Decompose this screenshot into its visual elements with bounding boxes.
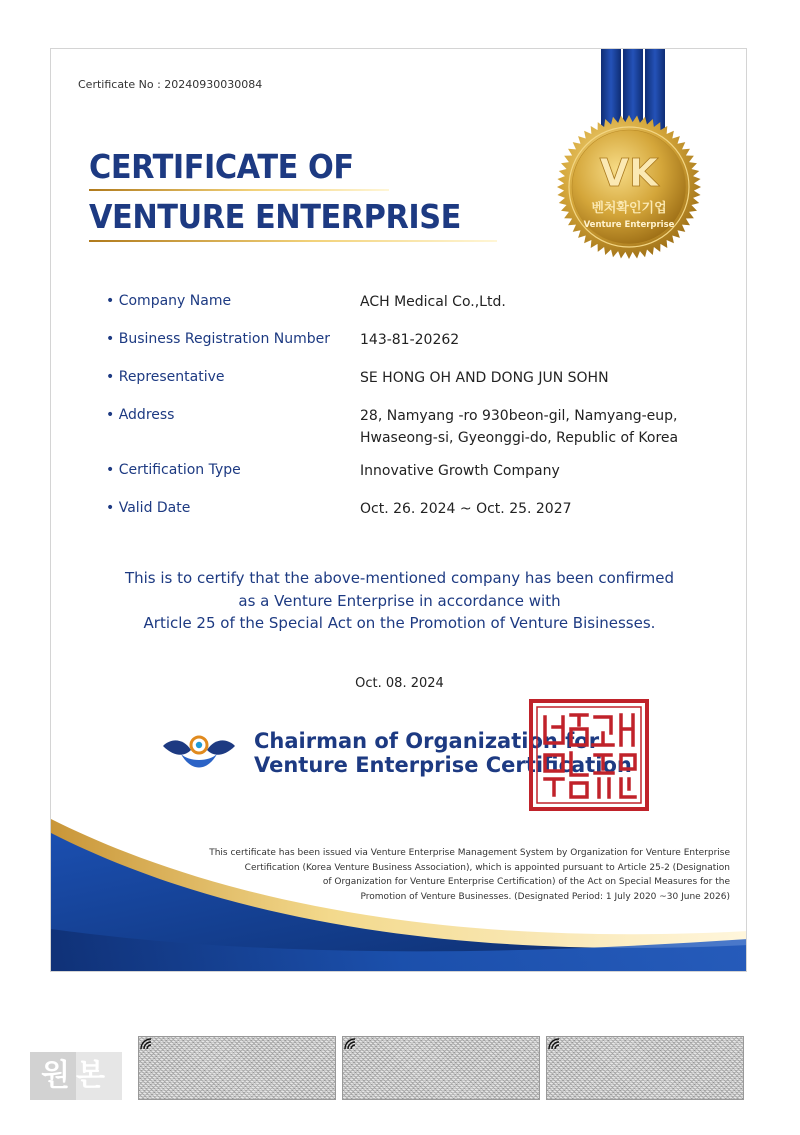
field-value: SE HONG OH AND DONG JUN SOHN xyxy=(360,370,609,386)
field-value: Innovative Growth Company xyxy=(360,463,560,479)
certificate-number: Certificate No : 20240930030084 xyxy=(78,78,263,91)
venture-enterprise-seal-icon xyxy=(556,114,702,260)
statement-line: This is to certify that the above-mentioned company has been confirmed xyxy=(124,569,675,587)
official-red-stamp-icon xyxy=(529,699,649,811)
certification-statement xyxy=(51,567,747,635)
footnote-line: Certification (Korea Venture Business Association), which is appointed pursuant to Article 25-2 (Designation xyxy=(244,862,730,873)
issuance-footnote xyxy=(190,846,730,904)
security-code-block xyxy=(546,1036,744,1100)
issuer-name-line1: Chairman of Organization for xyxy=(254,729,600,753)
footnote-line: of Organization for Venture Enterprise Certification) of the Act on Special Measures for the xyxy=(322,877,730,887)
statement-line: Article 25 of the Special Act on the Promotion of Venture Bisinesses. xyxy=(143,614,656,632)
field-value: ACH Medical Co.,Ltd. xyxy=(360,294,506,310)
field-label: • Valid Date xyxy=(106,500,190,516)
field-label: • Certification Type xyxy=(106,462,241,478)
seal-korean-text: 벤처확인기업 xyxy=(591,201,667,216)
copy-mark-text: 원본 xyxy=(41,1058,111,1093)
certificate-title-line2: VENTURE ENTERPRISE xyxy=(89,197,461,236)
footnote-line: Promotion of Venture Businesses. (Designated Period: 1 July 2020 ~30 June 2026) xyxy=(360,891,730,902)
field-label: • Address xyxy=(106,407,174,423)
security-code-block xyxy=(342,1036,540,1100)
field-value: 143-81-20262 xyxy=(360,332,460,348)
certificate-title-line1: CERTIFICATE OF xyxy=(89,147,354,186)
title-underline xyxy=(89,240,497,242)
certificate-page xyxy=(50,48,747,972)
field-label: • Business Registration Number xyxy=(106,331,330,347)
code-corner-icon xyxy=(140,1038,152,1050)
code-corner-icon xyxy=(548,1038,560,1050)
title-underline xyxy=(89,189,389,191)
security-code-block xyxy=(138,1036,336,1100)
issuer-name-line2: Venture Enterprise Certification xyxy=(254,753,632,777)
footnote-line: This certificate has been issued via Venture Enterprise Management System by Organization for Venture Enterprise xyxy=(209,848,730,858)
field-label: • Company Name xyxy=(106,293,231,309)
statement-line: as a Venture Enterprise in accordance with xyxy=(238,591,561,610)
field-value: Oct. 26. 2024 ~ Oct. 25. 2027 xyxy=(360,501,572,517)
field-value-line2: Hwaseong-si, Gyeonggi-do, Republic of Korea xyxy=(360,430,679,446)
issue-date: Oct. 08. 2024 xyxy=(355,676,444,691)
seal-monogram: VK xyxy=(599,151,659,195)
seal-english-text: Venture Enterprise xyxy=(583,220,675,230)
code-corner-icon xyxy=(344,1038,356,1050)
original-copy-mark xyxy=(30,1052,122,1100)
organization-logo-icon xyxy=(161,732,237,772)
field-label: • Representative xyxy=(106,369,225,385)
field-value: 28, Namyang -ro 930beon-gil, Namyang-eup, xyxy=(360,408,678,424)
